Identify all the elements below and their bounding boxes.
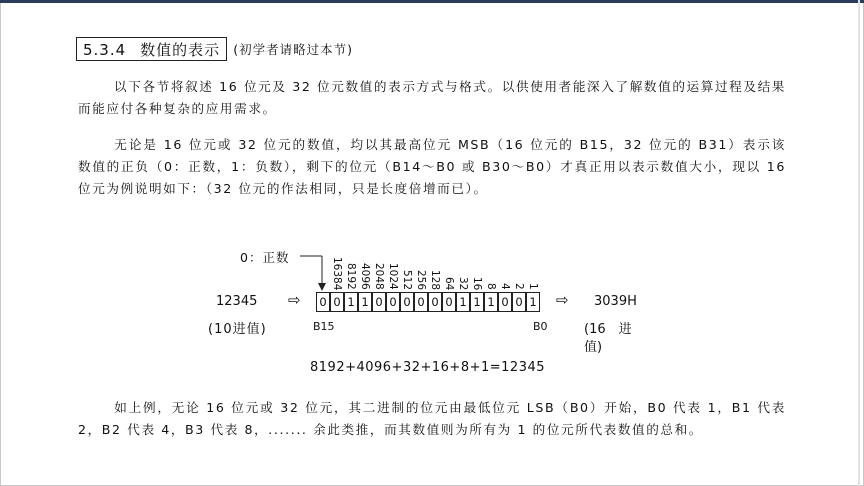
bit-cell: 0	[316, 292, 330, 312]
section-number: 5.3.4	[83, 41, 127, 59]
bit-weight-label: 32	[457, 276, 469, 290]
paragraph-intro: 以下各节将叙述 16 位元及 32 位元数值的表示方式与格式。以供使用者能深入了解数值的运算过程及结果而能应付各种复杂的应用需求。	[78, 79, 786, 116]
bit-cell: 0	[330, 292, 344, 312]
bit-weight-label: 8192	[345, 263, 357, 290]
decimal-note: (10进值)	[208, 322, 267, 337]
top-bar	[0, 0, 864, 3]
bit-weight-label: 2048	[373, 263, 385, 290]
hex-note-line2: 值)	[584, 340, 603, 355]
msb-label: B15	[313, 320, 335, 333]
sum-formula: 8192+4096+32+16+8+1=12345	[310, 360, 546, 375]
bit-cell: 0	[442, 292, 456, 312]
bit-cell: 1	[456, 292, 470, 312]
bit-cell: 1	[526, 292, 540, 312]
bit-cell: 0	[386, 292, 400, 312]
bit-cell: 0	[414, 292, 428, 312]
bit-cell: 1	[358, 292, 372, 312]
hex-value: 3039H	[594, 294, 637, 309]
section-title: 数值的表示	[140, 41, 221, 59]
paragraph-summary: 如上例，无论 16 位元或 32 位元，其二进制的位元由最低位元 LSB（B0）开始，B0 代表 1，B1 代表 2，B2 代表 4，B3 代表 8，....... 余此类推，而其数值则为所有为 1 的位元所代表数值的总和。	[78, 400, 786, 437]
bit-weight-label: 16384	[331, 256, 343, 290]
bit-weight-label: 256	[415, 269, 427, 290]
paragraph-sign-bit: 无论是 16 位元或 32 位元的数值，均以其最高位元 MSB（16 位元的 B15，32 位元的 B31）表示该数值的正负（0：正数，1：负数），剩下的位元（B14～B0 或 B30～B0）才真正用以表示数值大小，现以 16 位元为例说明如下：（32 位元的作法相同，只是长度倍增而已）。	[78, 137, 786, 196]
bit-cell: 0	[400, 292, 414, 312]
section-note: (初学者请略过本节)	[233, 42, 353, 57]
bit-cell: 0	[428, 292, 442, 312]
bit-cell: 0	[372, 292, 386, 312]
section-heading	[76, 38, 353, 60]
lsb-label: B0	[533, 320, 548, 333]
bit-cell: 1	[484, 292, 498, 312]
bit-weight-label: 512	[401, 269, 413, 290]
decimal-value: 12345	[216, 294, 258, 309]
bit-cell: 0	[498, 292, 512, 312]
bit-weight-label: 8	[485, 283, 497, 290]
sign-pointer-arrow	[300, 248, 330, 292]
bit-weight-label: 16	[471, 276, 483, 290]
input-arrow-icon: ⇨	[288, 291, 301, 309]
bit-weight-label: 4	[499, 283, 511, 290]
bit-weight-label: 4096	[359, 263, 371, 290]
bit-weight-label: 1024	[387, 263, 399, 290]
bit-weight-label: 128	[429, 269, 441, 290]
bit-cell: 1	[470, 292, 484, 312]
bit-cell: 0	[512, 292, 526, 312]
bit-weight-label: 64	[443, 276, 455, 290]
bit-weight-label: 2	[513, 283, 525, 290]
section-title-box	[76, 37, 227, 61]
right-edge-line	[858, 0, 860, 486]
sign-label: 0：正数	[240, 250, 290, 265]
bit-cell: 1	[344, 292, 358, 312]
output-arrow-icon: ⇨	[556, 291, 569, 309]
hex-note-line1: (16 进	[584, 322, 632, 337]
bit-weight-label: 1	[527, 283, 539, 290]
